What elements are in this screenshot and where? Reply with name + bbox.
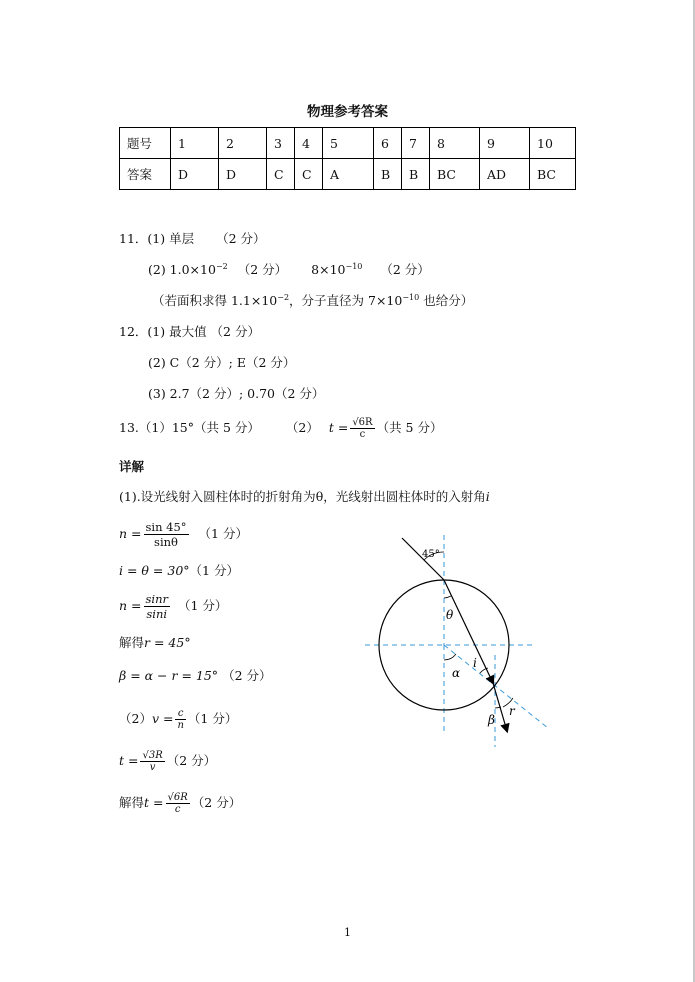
table-row — [120, 128, 576, 159]
equation-6: （2）v = $\frac{c}{n}$ （1 分） — [119, 708, 238, 731]
table-cell: 8 — [430, 128, 480, 159]
table-cell: B — [402, 159, 430, 190]
angle-arc-theta — [444, 596, 451, 598]
table-cell: B — [374, 159, 402, 190]
table-cell: 10 — [530, 128, 576, 159]
q12-line2: (2) C（2 分）; E（2 分） — [148, 355, 296, 370]
equation-8: 解得t = $\frac{√6R}{c}$ （2 分） — [119, 792, 242, 815]
table-cell: BC — [530, 159, 576, 190]
q13-line: 13.（1）15°（共 5 分） （2） t = $\frac{√6R}{c}$ （共 5 分） — [119, 417, 443, 440]
label-r: r — [509, 704, 515, 718]
radial-line-exit — [444, 645, 548, 728]
equation-3: n = $\frac{\sin r}{\sin i}$ （1 分） — [119, 592, 228, 621]
table-cell: 1 — [171, 128, 219, 159]
label-theta: θ — [446, 608, 454, 622]
fraction: $\frac{c}{n}$ — [177, 708, 184, 731]
fraction: $\frac{√3R}{v}$ — [142, 750, 163, 773]
fraction: $\frac{√6R}{c}$ — [167, 792, 188, 815]
row-label-answer: 答案 — [120, 159, 171, 190]
page-title: 物理参考答案 — [307, 104, 388, 120]
fraction: $\frac{\sin r}{\sin i}$ — [145, 592, 168, 621]
angle-arc-alpha — [444, 654, 456, 660]
row-label-number: 题号 — [120, 128, 171, 159]
table-cell: AD — [480, 159, 530, 190]
q11-line3: （若面积求得 $1.1\times 10^{-2}$，分子直径为 $7\times 10^{-10}$ 也给分） — [152, 292, 474, 308]
table-cell: 3 — [267, 128, 295, 159]
answer-table — [119, 127, 576, 190]
refraction-diagram — [360, 535, 550, 755]
equation-1: n = $\frac{\sin 45^\circ}{\sin\theta}$ （1 分） — [119, 520, 248, 549]
page-number: 1 — [344, 926, 351, 939]
table-cell: C — [267, 159, 295, 190]
detail-heading: 详解 — [119, 459, 145, 474]
table-cell: D — [171, 159, 219, 190]
table-row — [120, 159, 576, 190]
q11-line1: 11．(1) 单层 （2 分） — [119, 231, 266, 246]
equation-7: t = $\frac{√3R}{v}$ （2 分） — [119, 750, 217, 773]
table-cell: 7 — [402, 128, 430, 159]
label-45: 45° — [422, 549, 440, 560]
label-i: i — [473, 656, 477, 670]
table-cell: 6 — [374, 128, 402, 159]
q12-line3: (3) 2.7（2 分）; 0.70（2 分） — [148, 386, 325, 401]
detail-intro: (1).设光线射入圆柱体时的折射角为θ，光线射出圆柱体时的入射角i — [119, 489, 490, 504]
table-cell: BC — [430, 159, 480, 190]
table-cell: C — [295, 159, 323, 190]
q12-line1: 12．(1) 最大值 （2 分） — [119, 324, 260, 339]
table-cell: 9 — [480, 128, 530, 159]
table-cell: 4 — [295, 128, 323, 159]
q11-line2: (2) $1.0\times 10^{-2}$ （2 分） $8\times 10^{-10}$ （2 分） — [148, 261, 430, 277]
table-cell: 5 — [323, 128, 374, 159]
equation-5: β = α − r = 15° （2 分） — [119, 668, 272, 683]
label-beta: β — [488, 713, 495, 727]
fraction: $\frac{√6R}{c}$ — [352, 417, 373, 440]
table-cell: D — [219, 159, 267, 190]
equation-2: i = θ = 30°（1 分） — [119, 563, 239, 578]
label-alpha: α — [452, 666, 461, 680]
equation-4: 解得r = 45° — [119, 635, 191, 650]
fraction: $\frac{\sin 45^\circ}{\sin\theta}$ — [145, 520, 187, 549]
table-cell: 2 — [219, 128, 267, 159]
table-cell: A — [323, 159, 374, 190]
